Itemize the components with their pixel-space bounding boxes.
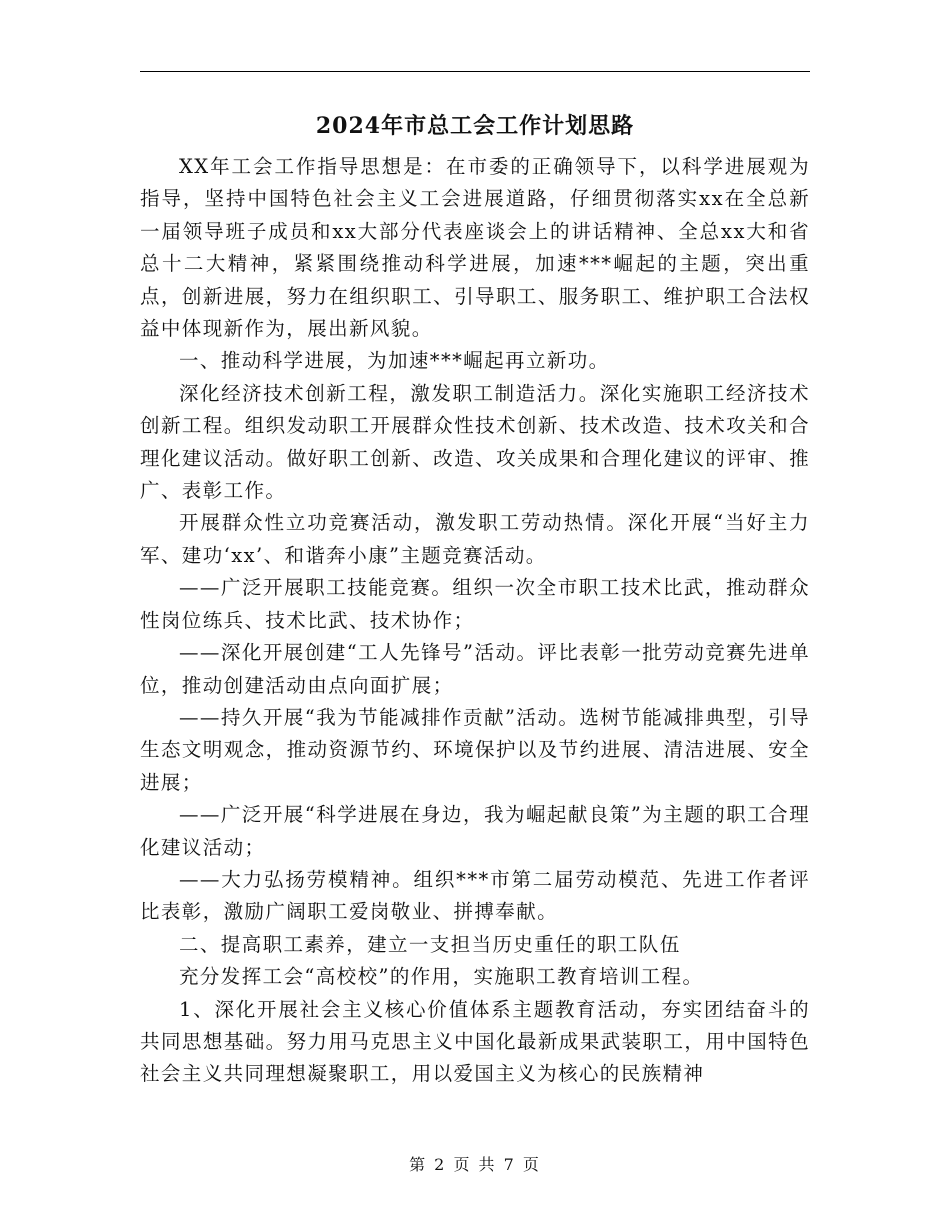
list-item: ——广泛开展“科学进展在身边，我为崛起献良策”为主题的职工合理化建议活动；: [140, 803, 810, 859]
document-title: 2024年市总工会工作计划思路: [315, 113, 635, 139]
page-number: 第 2 页 共 7 页: [409, 1155, 541, 1174]
list-item: ——深化开展创建“工人先锋号”活动。评比表彰一批劳动竞赛先进单位，推动创建活动由点向面扩展；: [140, 641, 810, 697]
list-item: ——持久开展“我为节能减排作贡献”活动。选树节能减排典型，引导生态文明观念，推动资源节约、环境保护以及节约进展、清洁进展、安全进展；: [140, 705, 810, 794]
list-item: ——广泛开展职工技能竞赛。组织一次全市职工技术比武，推动群众性岗位练兵、技术比武、技术协作；: [140, 576, 810, 632]
paragraph: 开展群众性立功竞赛活动，激发职工劳动热情。深化开展“当好主力军、建功‘xx’、和谐奔小康”主题竞赛活动。: [140, 511, 810, 567]
section-heading: 二、提高职工素养，建立一支担当历史重任的职工队伍: [179, 932, 681, 956]
paragraph: XX年工会工作指导思想是：在市委的正确领导下，以科学进展观为指导，坚持中国特色社会主义工会进展道路，仔细贯彻落实xx在全总新一届领导班子成员和xx大部分代表座谈会上的讲话精神、全总xx大和省总十二大精神，紧紧围绕推动科学进展，加速***崛起的主题，突出重点，创新进展，努力在组织职工、引导职工、服务职工、维护职工合法权益中体现新作为，展出新风貌。: [140, 155, 810, 341]
list-item: ——大力弘扬劳模精神。组织***市第二届劳动模范、先进工作者评比表彰，激励广阔职工爱岗敬业、拼搏奉献。: [140, 867, 810, 924]
document-body: [140, 151, 810, 1091]
paragraph: 1、深化开展社会主义核心价值体系主题教育活动，夯实团结奋斗的共同思想基础。努力用马克思主义中国化最新成果武装职工，用中国特色社会主义共同理想凝聚职工，用以爱国主义为核心的民族精神: [140, 997, 810, 1086]
paragraph: 深化经济技术创新工程，激发职工制造活力。深化实施职工经济技术创新工程。组织发动职工开展群众性技术创新、技术改造、技术攻关和合理化建议活动。做好职工创新、改造、攻关成果和合理化建议的评审、推广、表彰工作。: [140, 381, 810, 503]
section-heading: 一、推动科学进展，为加速***崛起再立新功。: [179, 349, 610, 373]
paragraph: 充分发挥工会“高校校”的作用，实施职工教育培训工程。: [179, 965, 704, 989]
header-rule: [140, 71, 810, 72]
